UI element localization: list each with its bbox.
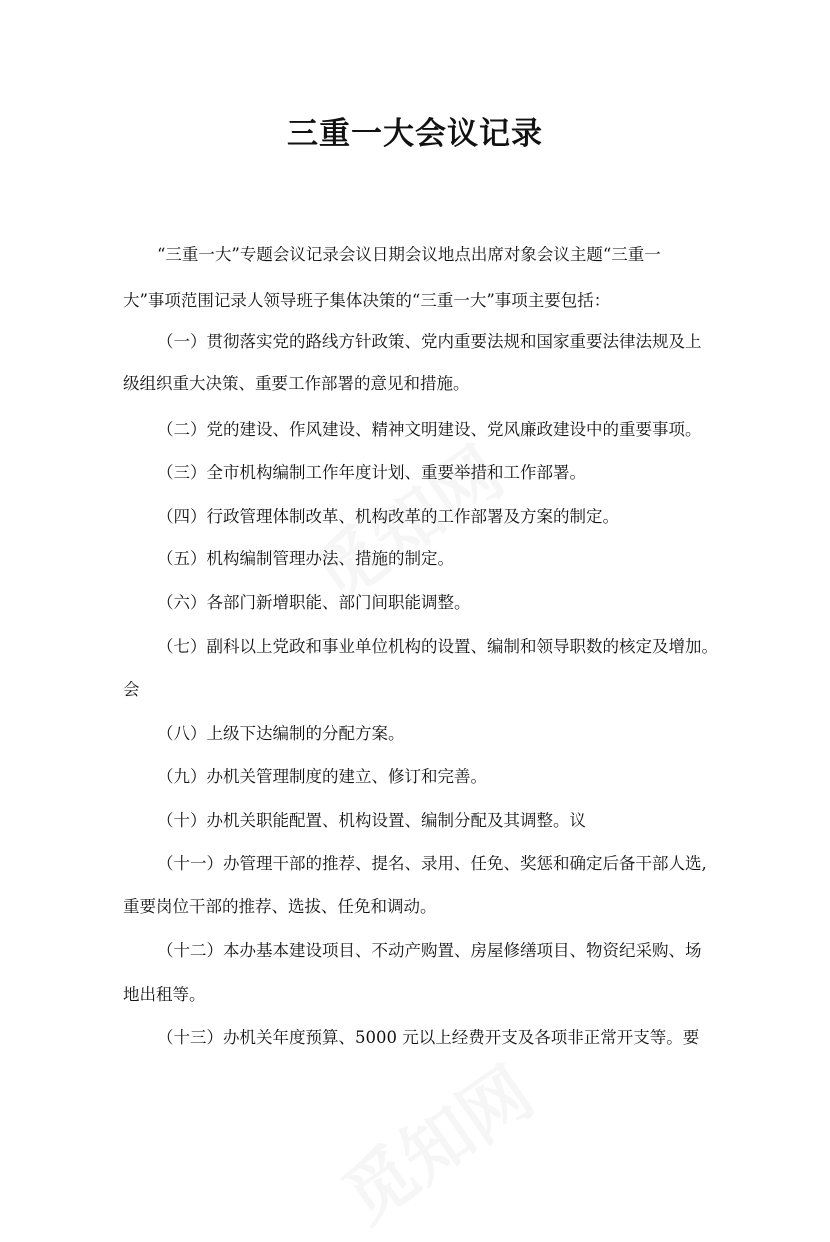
text-line: （七）副科以上党政和事业单位机构的设置、编制和领导职数的核定及增加。 (157, 637, 718, 656)
text-line: （十一）办管理干部的推荐、提名、录用、任免、奖惩和确定后备干部人选, (157, 854, 707, 873)
text-line: 级组织重大决策、重要工作部署的意见和措施。 (123, 374, 470, 393)
text-line: （十）办机关职能配置、机构设置、编制分配及其调整。议 (157, 811, 586, 830)
text-line: 地出租等。 (123, 985, 206, 1004)
text-line: （十三）办机关年度预算、5000 元以上经费开支及各项非正常开支等。要 (157, 1028, 700, 1047)
watermark (320, 1039, 550, 1242)
text-line: （三）全市机构编制工作年度计划、重要举措和工作部署。 (157, 463, 586, 482)
text-line: “三重一大”专题会议记录会议日期会议地点出席对象会议主题“三重一 (157, 245, 661, 264)
text-line: （一）贯彻落实党的路线方针政策、党内重要法规和国家重要法律法规及上 (157, 332, 702, 351)
text-line: （五）机构编制管理办法、措施的制定。 (157, 549, 454, 568)
text-line: 会 (123, 680, 140, 699)
text-line: 大”事项范围记录人领导班子集体决策的“三重一大”事项主要包括： (123, 291, 611, 310)
text-line: （六）各部门新增职能、部门间职能调整。 (157, 593, 471, 612)
document-title: 三重一大会议记录 (287, 116, 543, 152)
text-line: （四）行政管理体制改革、机构改革的工作部署及方案的制定。 (157, 507, 619, 526)
text-line: （二）党的建设、作风建设、精神文明建设、党风廉政建设中的重要事项。 (157, 420, 702, 439)
text-line: （九）办机关管理制度的建立、修订和完善。 (157, 767, 487, 786)
text-line: 重要岗位干部的推荐、选拔、任免和调动。 (123, 897, 437, 916)
text-line: （十二）本办基本建设项目、不动产购置、房屋修缮项目、物资纪采购、场 (157, 941, 702, 960)
text-line: （八）上级下达编制的分配方案。 (157, 724, 405, 743)
